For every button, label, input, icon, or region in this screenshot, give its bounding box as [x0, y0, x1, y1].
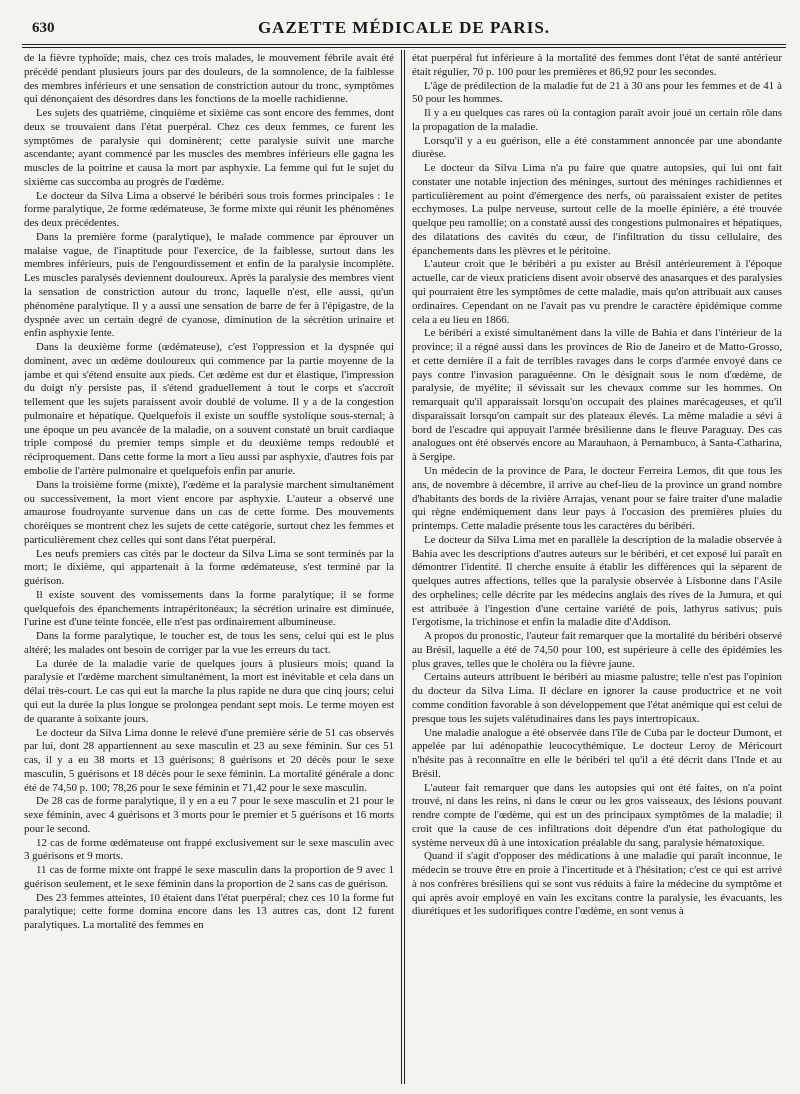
paragraph: Le docteur da Silva Lima n'a pu faire que quatre autopsies, qui lui ont fait constater une notable injection des méninges, surtout des méninges rachidiennes et particulièrement au point d'émergence des nerfs, où paraissaient exister de petites ecchymoses. La pulpe nerveuse, surtout celle de la moelle épinière, a été trouvée quelque peu ramollie; on a constaté aussi des congestions pulmonaires et hépatiques, des dilatations des cavités du cœur, de l'infiltration du tissu cellulaire, des épanchements dans les plèvres et le péritoine. [412, 162, 782, 257]
paragraph: Il existe souvent des vomissements dans la forme paralytique; il se forme quelquefois des épanchements intrapéritonéaux; la sécrétion urinaire est diminuée, l'urine est d'une teinte foncée, elle n'est pas ordinairement albumineuse. [24, 588, 394, 629]
paragraph: Le docteur da Silva Lima donne le relevé d'une première série de 51 cas observés par lui, dont 28 appartiennent au sexe masculin et 23 au sexe féminin. Sur ces 51 cas, il y a eu 38 morts et 13 guérisons; 8 guérisons et 20 décès pour le sexe masculin, 5 guérisons et 18 décès pour le sexe féminin. La mortalité générale a donc été de 74,50 p. 100; 78,26 pour le sexe féminin et 71,42 pour le sexe masculin. [24, 726, 394, 794]
left-column [24, 52, 394, 1082]
paragraph: Certains auteurs attribuent le béribéri au miasme palustre; telle n'est pas l'opinion du docteur da Silva Lima. Il déclare en ignorer la cause productrice et ne voit comme condition favorable à son développement que l'état anémique qui est celui de presque tous les sujets valétudinaires dans les pays intertropicaux. [412, 671, 782, 725]
paragraph: Dans la première forme (paralytique), le malade commence par éprouver un malaise vague, de l'inaptitude pour l'exercice, de la faiblesse, surtout dans les membres inférieurs, puis de l'engourdissement et enfin de la paralysie incomplète. Les muscles paralysés deviennent douloureux. Après la paralysie des membres vient la sensation de constriction autour du tronc, laquelle n'est, elle aussi, qu'un phénomène paralytique. Il y a aussi une sensation de barre de fer à l'épigastre, de la dyspnée avec un certain degré de cyanose, diminution de la sécrétion urinaire et enfin asphyxie lente. [24, 230, 394, 340]
journal-title: GAZETTE MÉDICALE DE PARIS. [257, 18, 551, 37]
paragraph: 11 cas de forme mixte ont frappé le sexe masculin dans la proportion de 9 avec 1 guérison seulement, et le sexe féminin dans la proportion de 2 sans cas de guérison. [24, 864, 394, 890]
paragraph: Dans la deuxième forme (œdémateuse), c'est l'oppression et la dyspnée qui dominent, avec un œdème douloureux qui commence par la partie moyenne de la jambe et qui s'étend ensuite aux pieds. Cet œdème est dur et élastique, l'impression du doigt n'y persiste pas, il s'étend graduellement à tout le corps et s'accroît tellement que les sujets paraissent avoir doublé de volume. Il y a de la congestion pulmonaire et hépatique. Quelquefois il existe un souffle systolique sous-sternal; à une époque un peu avancée de la maladie, on a souvent constaté un bruit cardiaque triple composé du premier temps simple et du deuxième temps redoublé et réciproquement. Dans cette forme la mort a lieu aussi par asphyxie, d'autres fois par embolie de l'artère pulmonaire et quelquefois enfin par anurie. [24, 341, 394, 477]
paragraph: Le docteur da Silva Lima met en parallèle la description de la maladie observée à Bahia avec les descriptions d'autres auteurs sur le béribéri, et cet exposé lui paraît en démontrer l'identité. Il cherche ensuite à établir les différences qui la séparent de quelques autres affections, telles que la paralysie observée à Lisbonne dans l'Asile des orphelines; celle décrite par les médecins anglais des rives de la Jumura, et qui est attribuée à l'ingestion d'une certaine variété de pois, lathyrus sativus; puis l'ergotisme, la trichinose et enfin la maladie dite d'Addison. [412, 533, 782, 629]
paragraph: Un médecin de la province de Para, le docteur Ferreira Lemos, dit que tous les ans, de novembre à décembre, il arrive au chef-lieu de la province un grand nombre d'habitants des bords de la rivière Arrajas, venant pour se faire traiter d'une maladie qui règne endémiquement dans leur pays à l'occasion des premières pluies du printemps. Cette maladie présente tous les caractères du béribéri. [412, 464, 782, 533]
paragraph: L'auteur croit que le béribéri a pu exister au Brésil antérieurement à l'époque actuelle, car de vieux praticiens disent avoir observé des anasarques et des paralysies qui pourraient être les symptômes de cette maladie, mais qu'on attribuait aux causes ordinaires. Cependant on ne l'avait pas vu prendre le caractère épidémique comme cela a eu lieu en 1866. [412, 258, 782, 326]
paragraph: de la fièvre typhoïde; mais, chez ces trois malades, le mouvement fébrile avait été précédé pendant plusieurs jours par des douleurs, de la somnolence, de la faiblesse des membres inférieurs et une sensation de constriction autour du tronc, symptômes qui dénonçaient des désordres dans les fonctions de la moelle rachidienne. [24, 52, 394, 106]
paragraph: L'auteur fait remarquer que dans les autopsies qui ont été faites, on n'a point trouvé, ni dans les reins, ni dans le cœur ou les gros vaisseaux, des lésions pouvant rendre compte de l'œdème, qui est un des principaux symptômes de la maladie; il croit que la cause de ces infiltrations doit dépendre d'un état pathologique du système nerveux dû à une intoxication préalable du sang, paralysie hématoxique. [412, 781, 782, 849]
header-rule-thin [22, 47, 786, 48]
paragraph: Quand il s'agit d'opposer des médications à une maladie qui paraît inconnue, le médecin se trouve être en proie à l'incertitude et à l'hésitation; c'est ce qui est arrivé à nos confrères brésiliens qui se sont vus réduits à faire la médecine du symptôme et qui après avoir employé en vain les excitans contre la paralysie, les évacuants, les diurétiques et les sudorifiques contre l'œdème, en sont venus à [412, 850, 782, 918]
paragraph: Le docteur da Silva Lima a observé le béribéri sous trois formes principales : 1e forme paralytique, 2e forme œdémateuse, 3e forme mixte qui réunit les phénomènes des deux précédentes. [24, 189, 394, 230]
paragraph: De 28 cas de forme paralytique, il y en a eu 7 pour le sexe masculin et 21 pour le sexe féminin, avec 4 guérisons et 3 morts pour le premier et 5 guérisons et 16 morts pour le second. [24, 795, 394, 835]
right-column [412, 52, 782, 1082]
paragraph: Les neufs premiers cas cités par le docteur da Silva Lima se sont terminés par la mort; le dixième, qui appartenait à la forme œdémateuse, s'est terminé par la guérison. [24, 547, 394, 588]
paragraph: état puerpéral fut inférieure à la mortalité des femmes dont l'état de santé antérieur était régulier, 70 p. 100 pour les premières et 86,92 pour les secondes. [412, 52, 782, 78]
paragraph: La durée de la maladie varie de quelques jours à plusieurs mois; quand la paralysie et l'œdème marchent simultanément, la mort est inévitable et cela dans un délai très-court. Le cas qui eut la marche la plus rapide ne dura que cinq jours; celui qui eut la durée la plus longue se prolongea pendant sept mois. Le terme moyen est de quarante à soixante jours. [24, 657, 394, 725]
paragraph: A propos du pronostic, l'auteur fait remarquer que la mortalité du béribéri observé au Brésil, laquelle a été de 74,50 pour 100, est supérieure à celle des épidémies les plus graves, telles que le choléra ou la fièvre jaune. [412, 630, 782, 670]
paragraph: Lorsqu'il y a eu guérison, elle a été constamment annoncée par une abondante diurèse. [412, 134, 782, 161]
page-header [22, 14, 786, 42]
paragraph: Dans la troisième forme (mixte), l'œdème et la paralysie marchent simultanément ou successivement, la mort vient encore par asphyxie. L'auteur a observé une amaurose foudroyante survenue dans un cas de cette forme. Des mouvements choréiques se montrent chez les sujets de cette catégorie, surtout chez les femmes et particulièrement chez celles qui sont dans l'état puerpéral. [24, 478, 394, 546]
paragraph: Il y a eu quelques cas rares où la contagion paraît avoir joué un certain rôle dans la propagation de la maladie. [412, 107, 782, 133]
paragraph: L'âge de prédilection de la maladie fut de 21 à 30 ans pour les femmes et de 41 à 50 pour les hommes. [412, 79, 782, 106]
header-rule [22, 44, 786, 45]
paragraph: Une maladie analogue a été observée dans l'île de Cuba par le docteur Dumont, et appelée par lui adénopathie leucocythémique. Le docteur Leroy de Méricourt n'hésite pas à reconnaître en elle le béribéri tel qu'il a été décrit dans l'Inde et au Brésil. [412, 726, 782, 780]
column-divider [401, 50, 405, 1084]
page-number: 630 [32, 20, 55, 36]
paragraph: Les sujets des quatrième, cinquième et sixième cas sont encore des femmes, dont deux se trouvaient dans l'état puerpéral. Chez ces deux femmes, ce furent les symptômes de paralysie qui dominèrent; cette paralysie suivit une marche ascendante; ayant commencé par les muscles des membres inférieurs elle gagna les muscles de la poitrine et causa la mort par asphyxie. La femme qui fut le sujet du sixième cas succomba au progrès de l'œdème. [24, 107, 394, 188]
paragraph: Des 23 femmes atteintes, 10 étaient dans l'état puerpéral; chez ces 10 la forme fut paralytique; cette forme domina encore dans les 13 autres cas, dont 12 furent paralytiques. La mortalité des femmes en [24, 891, 394, 932]
paragraph: Dans la forme paralytique, le toucher est, de tous les sens, celui qui est le plus altéré; les malades ont besoin de corriger par la vue les erreurs du tact. [24, 630, 394, 656]
paragraph: 12 cas de forme œdémateuse ont frappé exclusivement sur le sexe masculin avec 3 guérisons et 9 morts. [24, 836, 394, 863]
paragraph: Le béribéri a existé simultanément dans la ville de Bahia et dans l'intérieur de la province; il a régné aussi dans les provinces de Rio de Janeiro et de Matto-Grosso, et cette dernière il a fait de terribles ravages dans le corps d'armée envoyé dans ce pays contre l'invasion paraguéenne. On le désignait sous le nom d'œdème, de paralysie, de myélite; il sévissait sur les chevaux comme sur les hommes. On remarquait qu'il apparaissait lorsqu'on occupait des plaines marécageuses, et qu'il disparaissait lorsqu'on campait sur des plateaux élevés. La même maladie a sévi à bord de l'escadre qui appuyait l'armée brésilienne dans le fleuve Paraguay. Des cas analogues ont été observés encore au Marauhaon, à Pernambuco, à Santa-Catharina, à Sergipe. [412, 327, 782, 464]
